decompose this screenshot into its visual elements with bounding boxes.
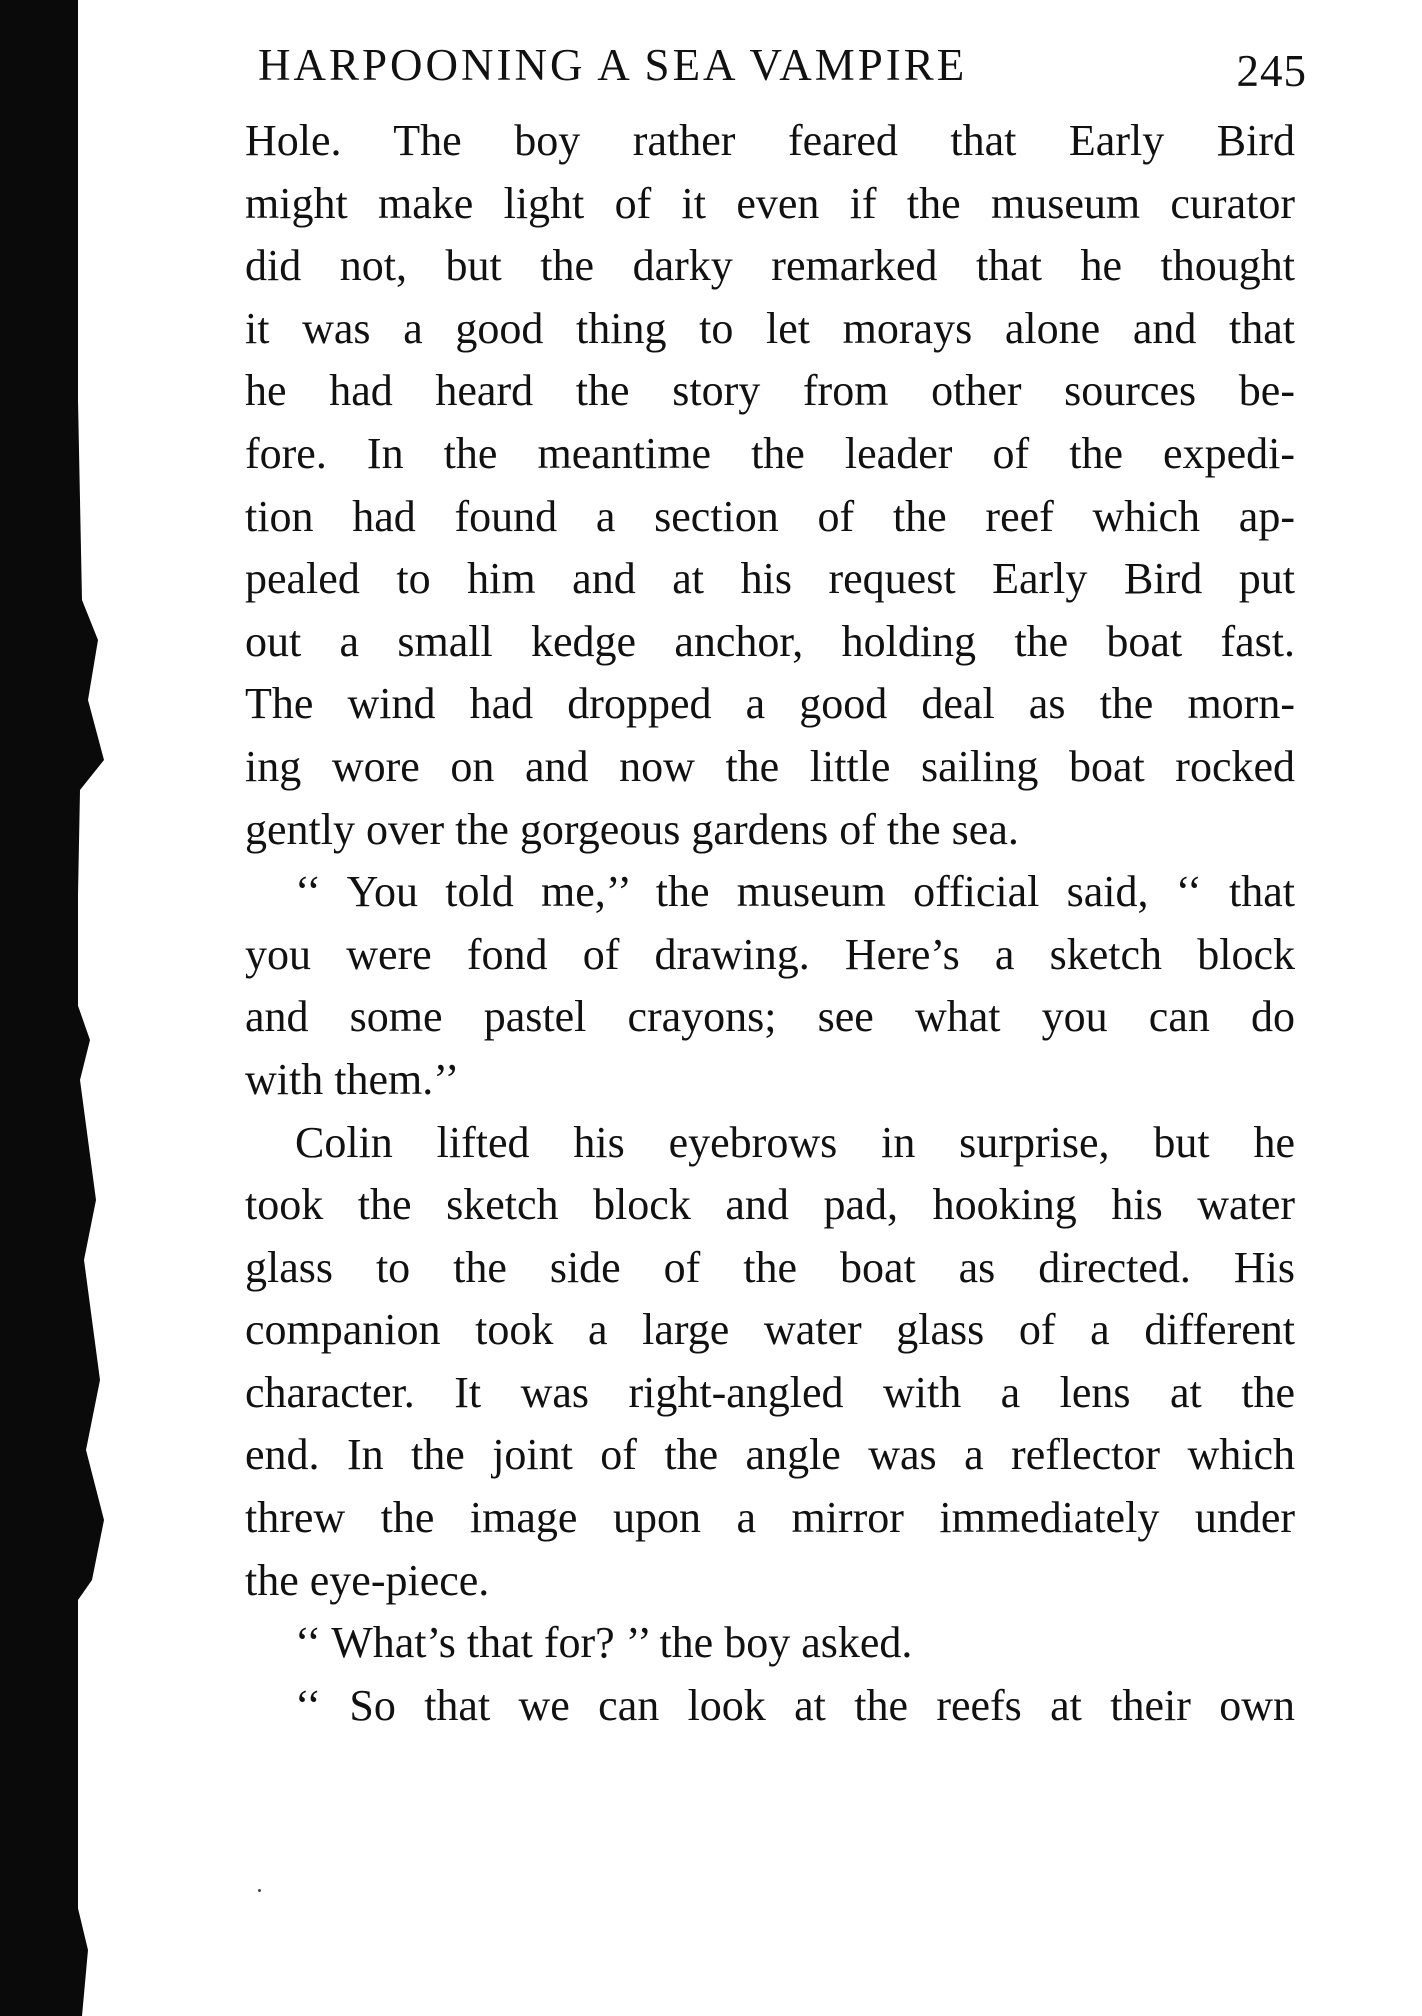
page-number: 245 bbox=[1236, 46, 1307, 96]
text-line: he had heard the story from other sources be- bbox=[245, 366, 1295, 416]
text-line: ‘‘ So that we can look at the reefs at their own bbox=[295, 1680, 1295, 1730]
stray-mark bbox=[258, 1889, 261, 1892]
running-head bbox=[245, 20, 1307, 110]
text-line: ing wore on and now the little sailing boat rocked bbox=[245, 741, 1295, 791]
binding-edge bbox=[0, 0, 78, 2016]
body-text bbox=[245, 110, 1295, 1737]
text-line: might make light of it even if the museum curator bbox=[245, 178, 1295, 228]
text-line: ‘‘ You told me,’’ the museum official said, ‘‘ that bbox=[295, 867, 1295, 917]
book-page bbox=[245, 20, 1307, 1737]
text-line: out a small kedge anchor, holding the boat fast. bbox=[245, 616, 1295, 666]
text-line: end. In the joint of the angle was a reflector which bbox=[245, 1430, 1295, 1480]
text-line: threw the image upon a mirror immediately under bbox=[245, 1493, 1295, 1543]
text-line: Colin lifted his eyebrows in surprise, but he bbox=[295, 1117, 1295, 1167]
running-title: HARPOONING A SEA VAMPIRE bbox=[258, 40, 968, 90]
text-line: took the sketch block and pad, hooking his water bbox=[245, 1180, 1295, 1230]
text-line: and some pastel crayons; see what you can do bbox=[245, 992, 1295, 1042]
text-line: fore. In the meantime the leader of the expedi- bbox=[245, 428, 1295, 478]
text-line: you were fond of drawing. Here’s a sketch block bbox=[245, 929, 1295, 979]
text-line: with them.’’ bbox=[245, 1054, 460, 1104]
text-line: Hole. The boy rather feared that Early Bird bbox=[245, 116, 1295, 165]
text-line: ‘‘ What’s that for? ’’ the boy asked. bbox=[295, 1618, 913, 1668]
text-line: gently over the gorgeous gardens of the sea. bbox=[245, 804, 1019, 854]
text-line: The wind had dropped a good deal as the morn- bbox=[245, 679, 1295, 729]
text-line: companion took a large water glass of a different bbox=[245, 1305, 1295, 1355]
text-line: glass to the side of the boat as directed. His bbox=[245, 1242, 1295, 1292]
binding-ragged-edge bbox=[70, 0, 130, 2016]
text-line: it was a good thing to let morays alone and that bbox=[245, 303, 1295, 353]
text-line: did not, but the darky remarked that he thought bbox=[245, 241, 1295, 291]
text-line: character. It was right-angled with a lens at the bbox=[245, 1367, 1295, 1417]
text-line: the eye-piece. bbox=[245, 1555, 490, 1605]
text-line: tion had found a section of the reef which ap- bbox=[245, 491, 1295, 541]
text-line: pealed to him and at his request Early Bird put bbox=[245, 554, 1295, 604]
